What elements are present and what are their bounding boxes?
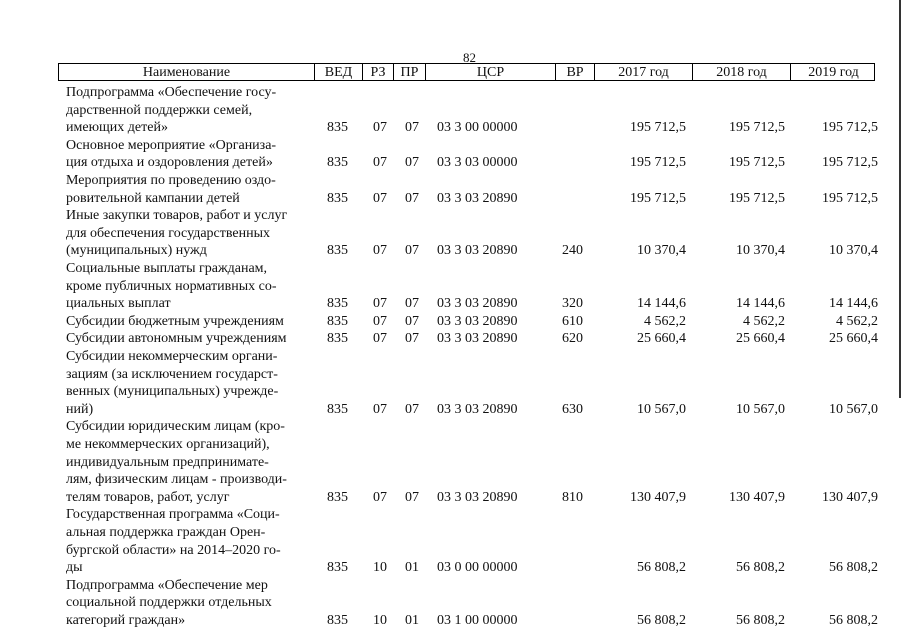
cell-csr: 03 3 03 20890	[437, 190, 518, 206]
cell-csr: 03 3 03 20890	[437, 313, 518, 329]
cell-vr: 320	[562, 296, 583, 312]
cell-csr: 03 3 03 20890	[437, 331, 518, 347]
cell-ved: 835	[327, 401, 348, 417]
cell-rz: 07	[373, 243, 387, 259]
cell-rz: 07	[373, 155, 387, 171]
cell-2017: 195 712,5	[630, 120, 686, 136]
cell-2019: 10 370,4	[829, 243, 878, 259]
cell-rz: 10	[373, 612, 387, 628]
cell-2019: 195 712,5	[822, 155, 878, 171]
cell-pr: 07	[405, 190, 419, 206]
cell-2017: 10 567,0	[637, 401, 686, 417]
cell-2017: 195 712,5	[630, 190, 686, 206]
cell-rz: 07	[373, 331, 387, 347]
cell-pr: 07	[405, 296, 419, 312]
cell-vr: 810	[562, 489, 583, 505]
table-row	[0, 313, 905, 331]
cell-2017: 130 407,9	[630, 489, 686, 505]
table-row	[0, 348, 905, 418]
cell-pr: 07	[405, 489, 419, 505]
header-rz: РЗ	[363, 64, 394, 80]
cell-csr: 03 1 00 00000	[437, 612, 518, 628]
table-row	[0, 577, 905, 630]
cell-2019: 56 808,2	[829, 612, 878, 628]
cell-csr: 03 3 00 00000	[437, 120, 518, 136]
row-name: Социальные выплаты гражданам, кроме публичных нормативных со- циальных выплат	[66, 261, 277, 312]
cell-2017: 25 660,4	[637, 331, 686, 347]
cell-vr: 620	[562, 331, 583, 347]
cell-2019: 25 660,4	[829, 331, 878, 347]
cell-pr: 07	[405, 331, 419, 347]
cell-2017: 195 712,5	[630, 155, 686, 171]
table-row	[0, 260, 905, 313]
cell-pr: 07	[405, 120, 419, 136]
row-name: Государственная программа «Соци- альная поддержка граждан Орен- бургской области» на 2014–2020 го- ды	[66, 507, 281, 576]
cell-2019: 195 712,5	[822, 190, 878, 206]
cell-2017: 56 808,2	[637, 612, 686, 628]
cell-2018: 10 567,0	[736, 401, 785, 417]
cell-csr: 03 3 03 20890	[437, 489, 518, 505]
cell-pr: 01	[405, 560, 419, 576]
cell-2017: 4 562,2	[644, 313, 686, 329]
table-row	[0, 84, 905, 137]
cell-csr: 03 3 03 20890	[437, 296, 518, 312]
row-name: Иные закупки товаров, работ и услуг для обеспечения государственных (муниципальных) нужд	[66, 208, 288, 259]
header-csr: ЦСР	[426, 64, 556, 80]
cell-ved: 835	[327, 190, 348, 206]
cell-rz: 07	[373, 489, 387, 505]
cell-rz: 07	[373, 401, 387, 417]
row-name: Субсидии юридическим лицам (кро- ме некоммерческих организаций), индивидуальным предпринимате- лям, физическим лицам - производи- телям товаров, работ, услуг	[66, 419, 287, 505]
cell-2019: 4 562,2	[836, 313, 878, 329]
cell-vr: 630	[562, 401, 583, 417]
row-name: Субсидии автономным учреждениям	[66, 331, 287, 347]
cell-2018: 130 407,9	[729, 489, 785, 505]
cell-csr: 03 3 03 20890	[437, 401, 518, 417]
cell-2018: 56 808,2	[736, 560, 785, 576]
cell-csr: 03 3 03 00000	[437, 155, 518, 171]
cell-rz: 07	[373, 313, 387, 329]
cell-csr: 03 3 03 20890	[437, 243, 518, 259]
header-2017: 2017 год	[595, 64, 693, 80]
row-name: Субсидии бюджетным учреждениям	[66, 313, 284, 329]
row-name: Подпрограмма «Обеспечение мер социальной поддержки отдельных категорий граждан»	[66, 577, 272, 628]
table-row	[0, 207, 905, 260]
cell-2018: 56 808,2	[736, 612, 785, 628]
row-name: Основное мероприятие «Организа- ция отдыха и оздоровления детей»	[66, 137, 277, 171]
cell-rz: 07	[373, 296, 387, 312]
table-header	[58, 63, 875, 81]
header-vr: ВР	[556, 64, 595, 80]
header-2018: 2018 год	[693, 64, 791, 80]
cell-ved: 835	[327, 560, 348, 576]
row-name: Субсидии некоммерческим органи- зациям (за исключением государст- венных (муниципальных) учрежде- ний)	[66, 349, 279, 417]
row-name: Мероприятия по проведению оздо- ровительной кампании детей	[66, 173, 276, 206]
cell-2018: 14 144,6	[736, 296, 785, 312]
cell-2017: 56 808,2	[637, 560, 686, 576]
cell-pr: 07	[405, 401, 419, 417]
cell-2019: 130 407,9	[822, 489, 878, 505]
cell-2017: 10 370,4	[637, 243, 686, 259]
cell-2019: 195 712,5	[822, 120, 878, 136]
cell-2018: 25 660,4	[736, 331, 785, 347]
cell-2019: 56 808,2	[829, 560, 878, 576]
cell-2018: 195 712,5	[729, 155, 785, 171]
header-2019: 2019 год	[808, 65, 859, 80]
cell-csr: 03 0 00 00000	[437, 560, 518, 576]
cell-ved: 835	[327, 243, 348, 259]
cell-2018: 4 562,2	[743, 313, 785, 329]
cell-vr: 610	[562, 313, 583, 329]
header-pr: ПР	[394, 64, 426, 80]
cell-ved: 835	[327, 155, 348, 171]
table-row	[0, 172, 905, 207]
cell-2018: 195 712,5	[729, 190, 785, 206]
cell-pr: 07	[405, 313, 419, 329]
row-name: Подпрограмма «Обеспечение госу- дарственной поддержки семей, имеющих детей»	[66, 85, 277, 136]
cell-ved: 835	[327, 331, 348, 347]
page-number: 82	[463, 50, 476, 65]
cell-ved: 835	[327, 296, 348, 312]
cell-pr: 07	[405, 155, 419, 171]
cell-2018: 10 370,4	[736, 243, 785, 259]
cell-2018: 195 712,5	[729, 120, 785, 136]
cell-ved: 835	[327, 489, 348, 505]
table-row	[0, 137, 905, 172]
cell-2019: 10 567,0	[829, 401, 878, 417]
cell-ved: 835	[327, 313, 348, 329]
cell-2019: 14 144,6	[829, 296, 878, 312]
header-ved: ВЕД	[315, 64, 363, 80]
header-name: Наименование	[59, 64, 315, 80]
cell-pr: 01	[405, 612, 419, 628]
cell-2017: 14 144,6	[637, 296, 686, 312]
table-row	[0, 330, 905, 348]
cell-rz: 07	[373, 190, 387, 206]
cell-ved: 835	[327, 612, 348, 628]
cell-rz: 10	[373, 560, 387, 576]
cell-pr: 07	[405, 243, 419, 259]
cell-vr: 240	[562, 243, 583, 259]
cell-rz: 07	[373, 120, 387, 136]
table-row	[0, 418, 905, 506]
cell-ved: 835	[327, 120, 348, 136]
table-row	[0, 506, 905, 576]
